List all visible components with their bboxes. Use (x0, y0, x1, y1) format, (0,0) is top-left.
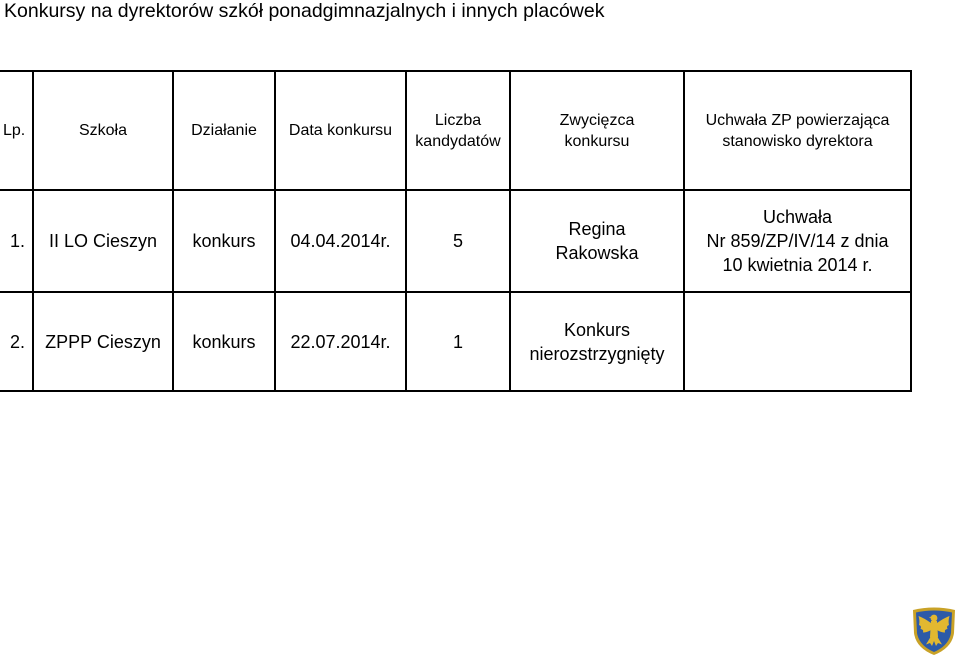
cell-uchwala: Uchwała Nr 859/ZP/IV/14 z dnia 10 kwietnia 2014 r. (684, 190, 911, 292)
cell-szkola: II LO Cieszyn (33, 190, 173, 292)
header-dzialanie: Działanie (173, 71, 275, 190)
table-row (0, 190, 911, 292)
header-zwyciezca: Zwycięzca konkursu (510, 71, 684, 190)
competitions-table (0, 70, 912, 392)
cell-liczba: 5 (406, 190, 510, 292)
cell-dzialanie: konkurs (173, 190, 275, 292)
cell-zwyciezca: Konkurs nierozstrzygnięty (510, 292, 684, 391)
cell-zwyciezca: Regina Rakowska (510, 190, 684, 292)
cell-liczba: 1 (406, 292, 510, 391)
table-row (0, 292, 911, 391)
document-title: Konkursy na dyrektorów szkół ponadgimnazjalnych i innych placówek (4, 0, 605, 22)
eagle-coat-of-arms-icon (910, 606, 958, 656)
header-uchwala: Uchwała ZP powierzająca stanowisko dyrektora (684, 71, 911, 190)
cell-lp: 2. (0, 292, 33, 391)
header-data-konkursu: Data konkursu (275, 71, 406, 190)
cell-dzialanie: konkurs (173, 292, 275, 391)
header-lp: Lp. (0, 71, 33, 190)
header-szkola: Szkoła (33, 71, 173, 190)
cell-uchwala (684, 292, 911, 391)
cell-lp: 1. (0, 190, 33, 292)
cell-data: 04.04.2014r. (275, 190, 406, 292)
cell-data: 22.07.2014r. (275, 292, 406, 391)
header-liczba-kandydatow: Liczba kandydatów (406, 71, 510, 190)
cell-szkola: ZPPP Cieszyn (33, 292, 173, 391)
table-header-row (0, 71, 911, 190)
